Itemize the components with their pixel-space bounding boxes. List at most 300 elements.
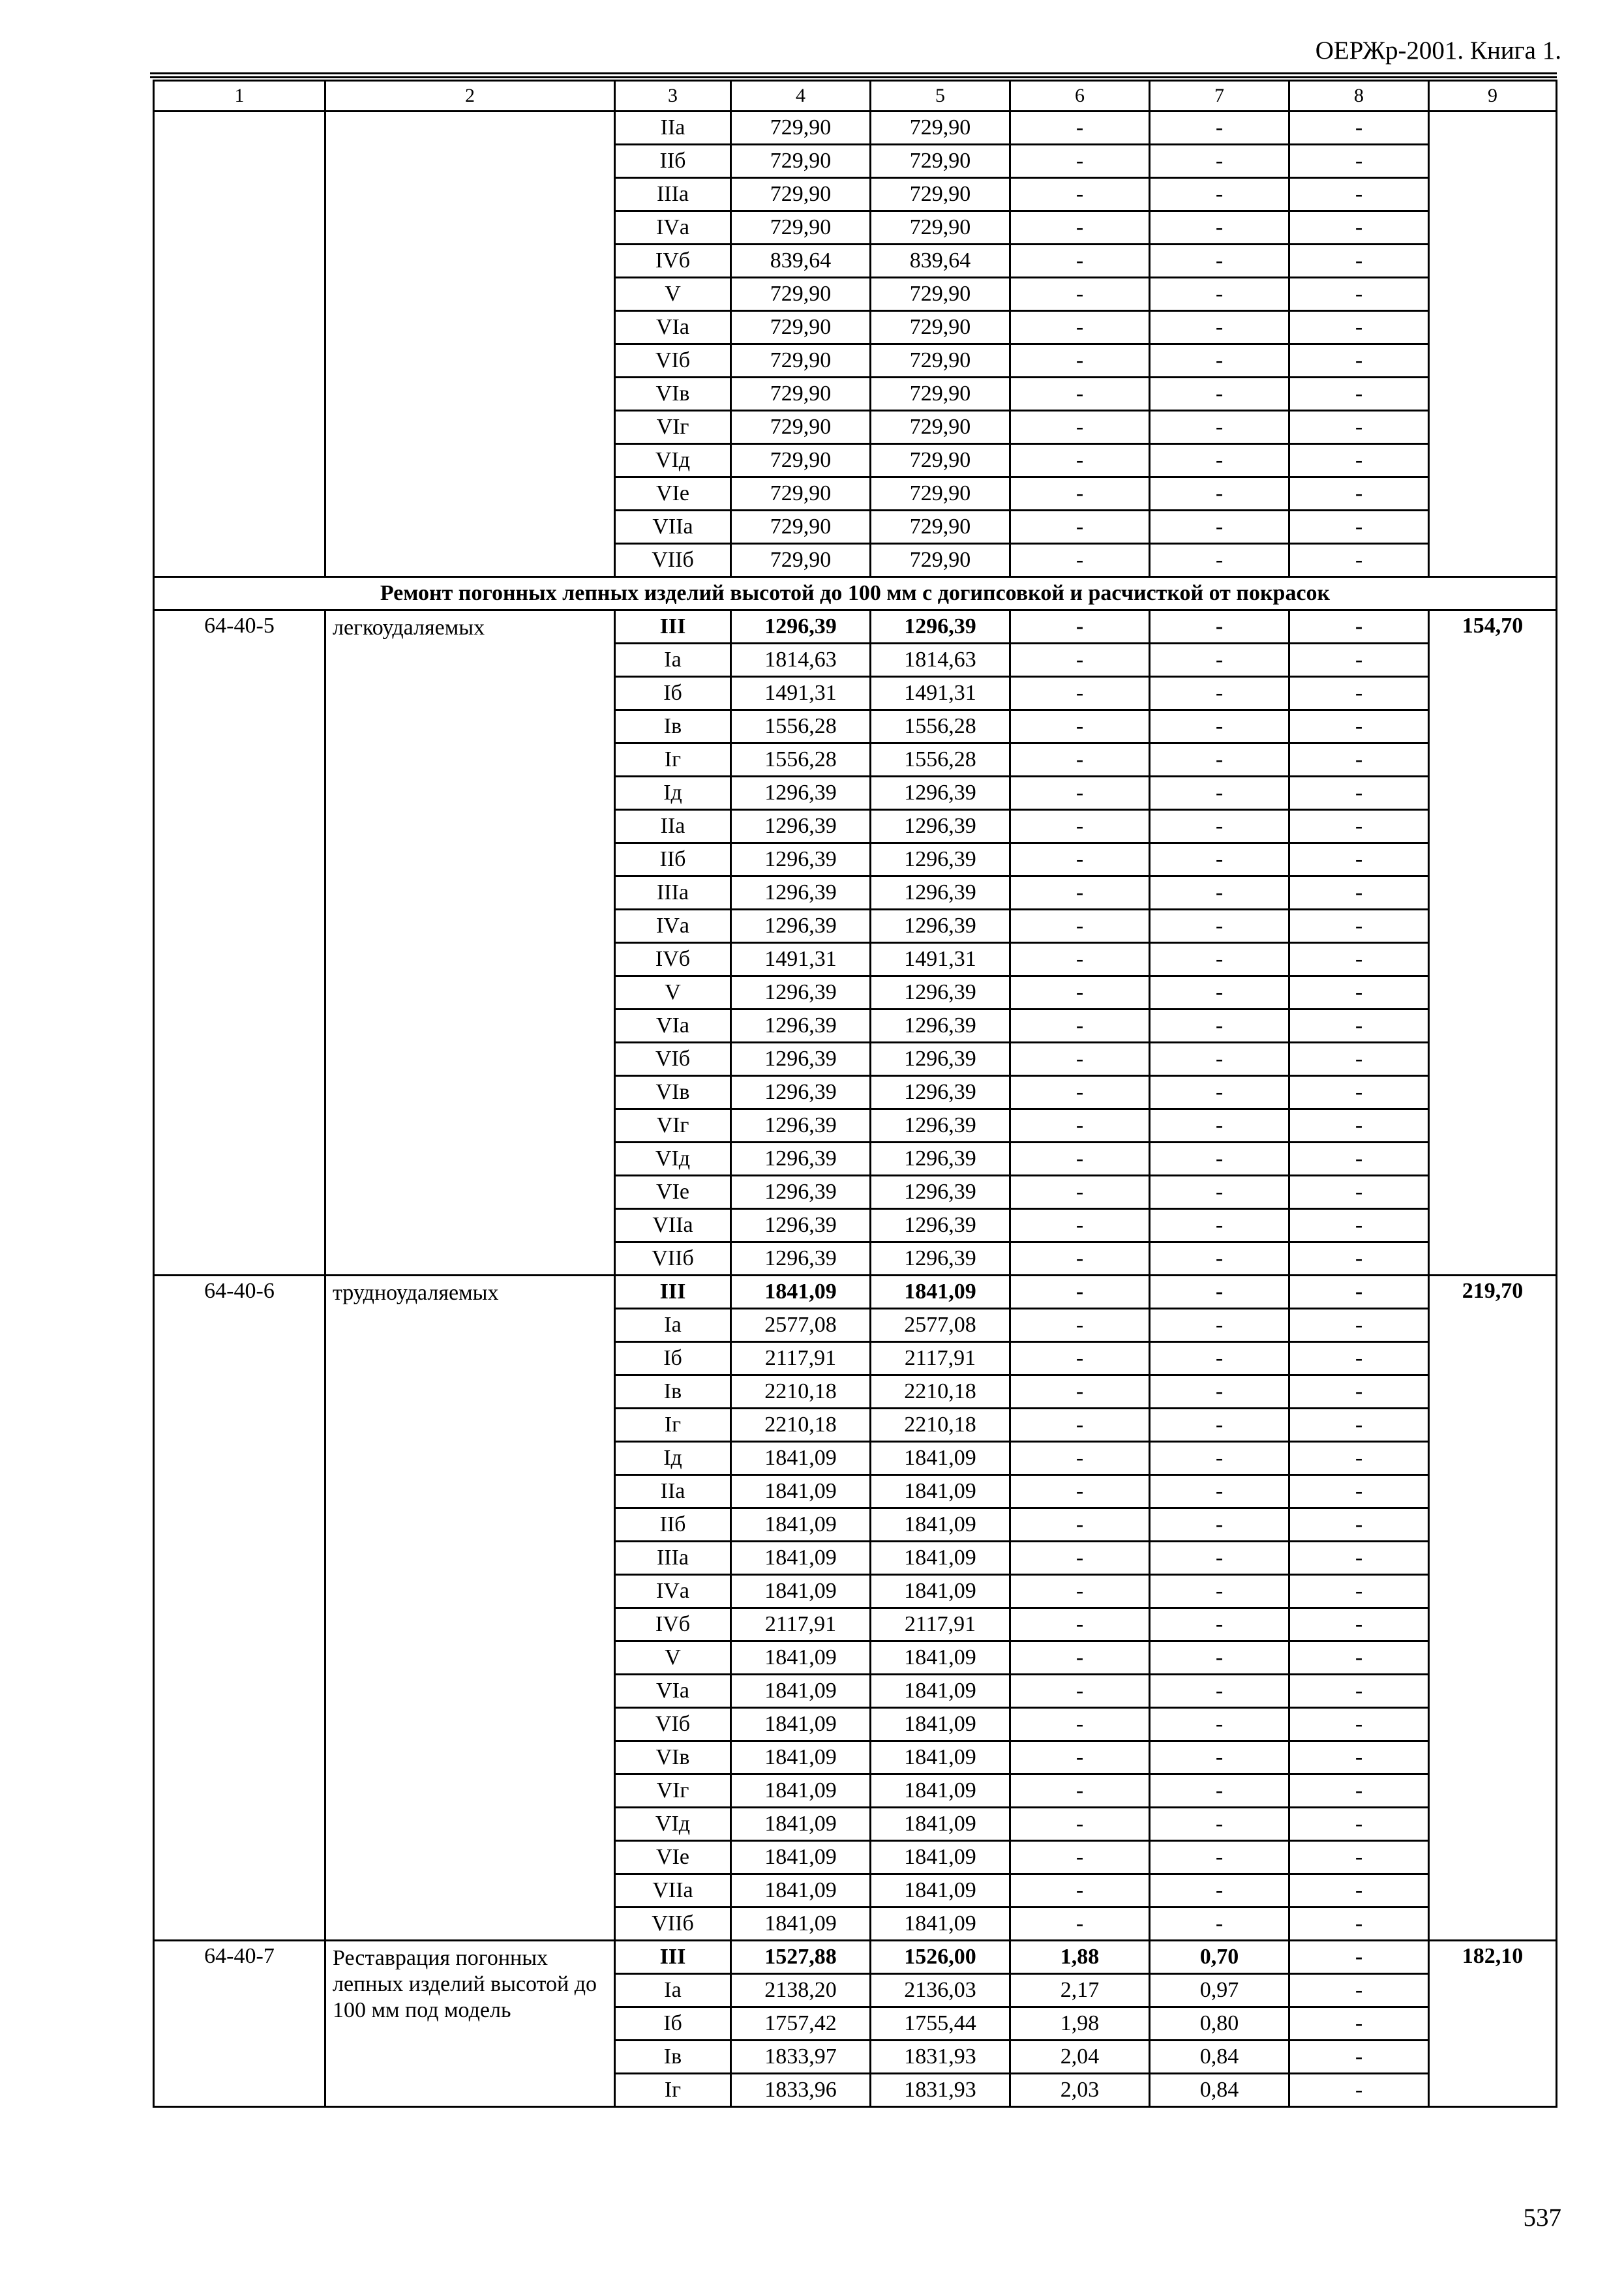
zone-cell: VIг (615, 1109, 731, 1143)
col6-value: - (1010, 477, 1150, 511)
col6-value: - (1010, 1276, 1150, 1309)
col7-value: - (1150, 1375, 1289, 1409)
col6-value: - (1010, 112, 1150, 145)
zone-cell: VIд (615, 1143, 731, 1176)
col8-value: - (1289, 976, 1429, 1010)
col5-value: 1296,39 (871, 1010, 1010, 1043)
col4-value: 1296,39 (731, 876, 871, 910)
col5-value: 1491,31 (871, 943, 1010, 976)
col6-value: - (1010, 1475, 1150, 1508)
col8-value: - (1289, 211, 1429, 245)
col8-value: - (1289, 178, 1429, 211)
col5-value: 1296,39 (871, 910, 1010, 943)
col9-value: 182,10 (1429, 1941, 1557, 2107)
col6-value: - (1010, 677, 1150, 710)
col6-value: - (1010, 1143, 1150, 1176)
col7-value: - (1150, 544, 1289, 577)
col4-value: 1841,09 (731, 1508, 871, 1542)
zone-cell: VIIб (615, 1908, 731, 1941)
col4-value: 839,64 (731, 245, 871, 278)
col8-value: - (1289, 677, 1429, 710)
col4-value: 729,90 (731, 344, 871, 378)
col7-value: - (1150, 1342, 1289, 1375)
col4-value: 729,90 (731, 112, 871, 145)
col5-value: 1841,09 (871, 1575, 1010, 1608)
col4-value: 1841,09 (731, 1475, 871, 1508)
col5-value: 1841,09 (871, 1675, 1010, 1708)
col7-value: - (1150, 810, 1289, 843)
col6-value: - (1010, 411, 1150, 444)
col5-value: 2117,91 (871, 1608, 1010, 1641)
col8-value: - (1289, 145, 1429, 178)
col8-value: - (1289, 1342, 1429, 1375)
col7-value: - (1150, 344, 1289, 378)
col6-value: - (1010, 544, 1150, 577)
col6-value: - (1010, 1841, 1150, 1874)
col5-value: 1296,39 (871, 1209, 1010, 1242)
code-cell: 64-40-7 (154, 1941, 325, 2107)
col4-value: 729,90 (731, 211, 871, 245)
zone-cell: III (615, 1941, 731, 1974)
document-title: ОЕРЖр-2001. Книга 1. (1315, 37, 1561, 65)
column-number: 8 (1289, 81, 1429, 112)
col7-value: - (1150, 910, 1289, 943)
col8-value: - (1289, 1908, 1429, 1941)
col5-value: 1296,39 (871, 1176, 1010, 1209)
col4-value: 729,90 (731, 311, 871, 344)
zone-cell: VIа (615, 1675, 731, 1708)
col8-value: - (1289, 2074, 1429, 2107)
col5-value: 729,90 (871, 311, 1010, 344)
col6-value: - (1010, 511, 1150, 544)
col6-value: - (1010, 1508, 1150, 1542)
col7-value: - (1150, 378, 1289, 411)
col8-value: - (1289, 1841, 1429, 1874)
col8-value: - (1289, 943, 1429, 976)
col8-value: - (1289, 477, 1429, 511)
col6-value: - (1010, 976, 1150, 1010)
col4-value: 2117,91 (731, 1342, 871, 1375)
col5-value: 1841,09 (871, 1708, 1010, 1741)
col5-value: 729,90 (871, 477, 1010, 511)
col4-value: 1556,28 (731, 743, 871, 777)
col7-value: - (1150, 1508, 1289, 1542)
col7-value: - (1150, 211, 1289, 245)
table-row (154, 1276, 1557, 1309)
column-number-row (154, 81, 1557, 112)
column-number: 5 (871, 81, 1010, 112)
col5-value: 729,90 (871, 278, 1010, 311)
col5-value: 1841,09 (871, 1841, 1010, 1874)
zone-cell: VIа (615, 311, 731, 344)
col8-value: - (1289, 743, 1429, 777)
col4-value: 729,90 (731, 444, 871, 477)
zone-cell: Iв (615, 1375, 731, 1409)
col7-value: - (1150, 644, 1289, 677)
col7-value: - (1150, 710, 1289, 743)
col8-value: - (1289, 1309, 1429, 1342)
col4-value: 1841,09 (731, 1575, 871, 1608)
col4-value: 1491,31 (731, 677, 871, 710)
zone-cell: IIа (615, 1475, 731, 1508)
col6-value: - (1010, 876, 1150, 910)
zone-cell: Iа (615, 1309, 731, 1342)
col8-value: - (1289, 1708, 1429, 1741)
col4-value: 1296,39 (731, 1176, 871, 1209)
col6-value: - (1010, 378, 1150, 411)
col8-value: - (1289, 1143, 1429, 1176)
zone-cell: VIа (615, 1010, 731, 1043)
col7-value: - (1150, 1176, 1289, 1209)
zone-cell: Iд (615, 1442, 731, 1475)
col4-value: 1296,39 (731, 1109, 871, 1143)
zone-cell: Iг (615, 1409, 731, 1442)
col7-value: - (1150, 610, 1289, 644)
col6-value: - (1010, 1874, 1150, 1908)
col5-value: 1296,39 (871, 1076, 1010, 1109)
zone-cell: IIб (615, 145, 731, 178)
col7-value: - (1150, 1442, 1289, 1475)
table-row (154, 610, 1557, 644)
zone-cell: Iв (615, 710, 731, 743)
zone-cell: Iа (615, 644, 731, 677)
col7-value: - (1150, 1808, 1289, 1841)
description-cell: легкоудаляемых (325, 610, 615, 1276)
col4-value: 1296,39 (731, 1076, 871, 1109)
col7-value: 0,70 (1150, 1941, 1289, 1974)
col7-value: - (1150, 777, 1289, 810)
zone-cell: III (615, 1276, 731, 1309)
col4-value: 729,90 (731, 178, 871, 211)
col5-value: 1841,09 (871, 1542, 1010, 1575)
col6-value: - (1010, 644, 1150, 677)
col6-value: - (1010, 278, 1150, 311)
col8-value: - (1289, 1542, 1429, 1575)
col4-value: 1841,09 (731, 1908, 871, 1941)
col5-value: 729,90 (871, 544, 1010, 577)
col5-value: 1841,09 (871, 1874, 1010, 1908)
col6-value: 1,98 (1010, 2007, 1150, 2041)
col4-value: 1757,42 (731, 2007, 871, 2041)
zone-cell: IIа (615, 112, 731, 145)
page-number: 537 (1523, 2204, 1561, 2232)
col4-value: 1296,39 (731, 810, 871, 843)
column-number: 1 (154, 81, 325, 112)
col6-value: 2,03 (1010, 2074, 1150, 2107)
col4-value: 1841,09 (731, 1741, 871, 1774)
col7-value: - (1150, 943, 1289, 976)
col5-value: 1814,63 (871, 644, 1010, 677)
col6-value: - (1010, 245, 1150, 278)
zone-cell: III (615, 610, 731, 644)
col7-value: - (1150, 1908, 1289, 1941)
col6-value: - (1010, 1176, 1150, 1209)
col7-value: - (1150, 1874, 1289, 1908)
col8-value: - (1289, 544, 1429, 577)
col8-value: - (1289, 1475, 1429, 1508)
col5-value: 1526,00 (871, 1941, 1010, 1974)
col4-value: 1296,39 (731, 1143, 871, 1176)
col4-value: 1296,39 (731, 610, 871, 644)
col5-value: 1841,09 (871, 1774, 1010, 1808)
col8-value: - (1289, 810, 1429, 843)
col7-value: - (1150, 843, 1289, 876)
column-number: 9 (1429, 81, 1557, 112)
col6-value: - (1010, 777, 1150, 810)
col4-value: 729,90 (731, 411, 871, 444)
col4-value: 2577,08 (731, 1309, 871, 1342)
col5-value: 1296,39 (871, 843, 1010, 876)
col6-value: - (1010, 1675, 1150, 1708)
col8-value: - (1289, 1675, 1429, 1708)
col4-value: 1527,88 (731, 1941, 871, 1974)
rates-table (153, 80, 1557, 2108)
col5-value: 1831,93 (871, 2041, 1010, 2074)
zone-cell: IVа (615, 211, 731, 245)
code-cell: 64-40-6 (154, 1276, 325, 1941)
col5-value: 1841,09 (871, 1276, 1010, 1309)
col4-value: 2117,91 (731, 1608, 871, 1641)
col8-value: - (1289, 1941, 1429, 1974)
col4-value: 1841,09 (731, 1808, 871, 1841)
col7-value: - (1150, 145, 1289, 178)
zone-cell: VIв (615, 1076, 731, 1109)
col6-value: - (1010, 1575, 1150, 1608)
col7-value: - (1150, 1043, 1289, 1076)
description-cell (325, 112, 615, 577)
col7-value: - (1150, 311, 1289, 344)
zone-cell: V (615, 976, 731, 1010)
col7-value: - (1150, 1608, 1289, 1641)
col6-value: - (1010, 1043, 1150, 1076)
col8-value: - (1289, 1741, 1429, 1774)
col6-value: - (1010, 1608, 1150, 1641)
col6-value: - (1010, 1774, 1150, 1808)
col7-value: 0,84 (1150, 2074, 1289, 2107)
code-cell (154, 112, 325, 577)
col8-value: - (1289, 1242, 1429, 1276)
col6-value: - (1010, 1375, 1150, 1409)
col5-value: 1841,09 (871, 1908, 1010, 1941)
col5-value: 2117,91 (871, 1342, 1010, 1375)
zone-cell: V (615, 278, 731, 311)
col7-value: - (1150, 677, 1289, 710)
col8-value: - (1289, 1209, 1429, 1242)
col5-value: 1296,39 (871, 1242, 1010, 1276)
col7-value: - (1150, 1475, 1289, 1508)
zone-cell: VIе (615, 1176, 731, 1209)
zone-cell: VIе (615, 477, 731, 511)
col7-value: - (1150, 411, 1289, 444)
col4-value: 729,90 (731, 278, 871, 311)
col8-value: - (1289, 1442, 1429, 1475)
col8-value: - (1289, 644, 1429, 677)
col4-value: 1296,39 (731, 1209, 871, 1242)
col6-value: - (1010, 145, 1150, 178)
col6-value: - (1010, 311, 1150, 344)
col5-value: 729,90 (871, 444, 1010, 477)
col8-value: - (1289, 1043, 1429, 1076)
col5-value: 1556,28 (871, 743, 1010, 777)
col5-value: 1296,39 (871, 1043, 1010, 1076)
zone-cell: VIб (615, 1708, 731, 1741)
col6-value: - (1010, 743, 1150, 777)
col7-value: - (1150, 1575, 1289, 1608)
col4-value: 2138,20 (731, 1974, 871, 2007)
zone-cell: IIIа (615, 876, 731, 910)
col4-value: 1296,39 (731, 777, 871, 810)
col4-value: 729,90 (731, 378, 871, 411)
col4-value: 1296,39 (731, 1010, 871, 1043)
col7-value: 0,84 (1150, 2041, 1289, 2074)
col8-value: - (1289, 1010, 1429, 1043)
col4-value: 1841,09 (731, 1708, 871, 1741)
zone-cell: Iа (615, 1974, 731, 2007)
col6-value: - (1010, 1309, 1150, 1342)
col6-value: - (1010, 1076, 1150, 1109)
col7-value: - (1150, 1774, 1289, 1808)
col5-value: 1296,39 (871, 876, 1010, 910)
col5-value: 729,90 (871, 145, 1010, 178)
col4-value: 1841,09 (731, 1874, 871, 1908)
col7-value: - (1150, 278, 1289, 311)
col5-value: 729,90 (871, 344, 1010, 378)
zone-cell: V (615, 1641, 731, 1675)
col6-value: 1,88 (1010, 1941, 1150, 1974)
col5-value: 1841,09 (871, 1508, 1010, 1542)
col7-value: - (1150, 477, 1289, 511)
col6-value: - (1010, 710, 1150, 743)
col7-value: - (1150, 511, 1289, 544)
col5-value: 1296,39 (871, 1109, 1010, 1143)
zone-cell: Iв (615, 2041, 731, 2074)
col8-value: - (1289, 1774, 1429, 1808)
col8-value: - (1289, 1276, 1429, 1309)
col5-value: 1831,93 (871, 2074, 1010, 2107)
col4-value: 1296,39 (731, 910, 871, 943)
zone-cell: VIг (615, 1774, 731, 1808)
col6-value: - (1010, 1808, 1150, 1841)
col5-value: 1296,39 (871, 777, 1010, 810)
col5-value: 1755,44 (871, 2007, 1010, 2041)
col4-value: 729,90 (731, 477, 871, 511)
zone-cell: Iд (615, 777, 731, 810)
col9-value: 219,70 (1429, 1276, 1557, 1941)
col6-value: - (1010, 1908, 1150, 1941)
col4-value: 729,90 (731, 145, 871, 178)
column-number: 3 (615, 81, 731, 112)
col6-value: - (1010, 1741, 1150, 1774)
col8-value: - (1289, 311, 1429, 344)
col5-value: 729,90 (871, 178, 1010, 211)
col7-value: - (1150, 743, 1289, 777)
col7-value: - (1150, 1242, 1289, 1276)
col5-value: 1296,39 (871, 610, 1010, 644)
zone-cell: IVб (615, 245, 731, 278)
table-row (154, 112, 1557, 145)
col8-value: - (1289, 843, 1429, 876)
zone-cell: IVа (615, 910, 731, 943)
zone-cell: VIIа (615, 511, 731, 544)
col5-value: 1296,39 (871, 1143, 1010, 1176)
col7-value: - (1150, 1841, 1289, 1874)
section-heading-row (154, 577, 1557, 610)
code-cell: 64-40-5 (154, 610, 325, 1276)
col5-value: 2577,08 (871, 1309, 1010, 1342)
zone-cell: VIIб (615, 544, 731, 577)
col6-value: - (1010, 1641, 1150, 1675)
col5-value: 1296,39 (871, 976, 1010, 1010)
col4-value: 1296,39 (731, 1043, 871, 1076)
zone-cell: Iг (615, 2074, 731, 2107)
zone-cell: IIб (615, 843, 731, 876)
col8-value: - (1289, 2041, 1429, 2074)
col5-value: 729,90 (871, 112, 1010, 145)
col4-value: 1841,09 (731, 1641, 871, 1675)
col6-value: - (1010, 1109, 1150, 1143)
col8-value: - (1289, 1808, 1429, 1841)
description-cell: трудноудаляемых (325, 1276, 615, 1941)
col8-value: - (1289, 876, 1429, 910)
col7-value: - (1150, 444, 1289, 477)
zone-cell: IVб (615, 943, 731, 976)
column-number: 4 (731, 81, 871, 112)
col8-value: - (1289, 1109, 1429, 1143)
col8-value: - (1289, 910, 1429, 943)
col5-value: 2136,03 (871, 1974, 1010, 2007)
rates-table-body (154, 81, 1557, 2107)
col7-value: 0,80 (1150, 2007, 1289, 2041)
col4-value: 1841,09 (731, 1774, 871, 1808)
col5-value: 1556,28 (871, 710, 1010, 743)
col7-value: - (1150, 1076, 1289, 1109)
col6-value: - (1010, 610, 1150, 644)
col8-value: - (1289, 777, 1429, 810)
col4-value: 1296,39 (731, 843, 871, 876)
col4-value: 2210,18 (731, 1375, 871, 1409)
header-rule-top (150, 72, 1557, 74)
col7-value: - (1150, 1542, 1289, 1575)
col8-value: - (1289, 1608, 1429, 1641)
zone-cell: Iб (615, 677, 731, 710)
col8-value: - (1289, 1375, 1429, 1409)
col5-value: 1491,31 (871, 677, 1010, 710)
col4-value: 1556,28 (731, 710, 871, 743)
zone-cell: VIг (615, 411, 731, 444)
col5-value: 1841,09 (871, 1475, 1010, 1508)
zone-cell: VIIа (615, 1209, 731, 1242)
col5-value: 729,90 (871, 378, 1010, 411)
col5-value: 729,90 (871, 211, 1010, 245)
col7-value: - (1150, 1209, 1289, 1242)
zone-cell: Iг (615, 743, 731, 777)
col8-value: - (1289, 610, 1429, 644)
zone-cell: Iб (615, 2007, 731, 2041)
zone-cell: VIв (615, 1741, 731, 1774)
col6-value: - (1010, 1442, 1150, 1475)
table-row (154, 1941, 1557, 1974)
col5-value: 1841,09 (871, 1641, 1010, 1675)
col7-value: - (1150, 1675, 1289, 1708)
col6-value: - (1010, 810, 1150, 843)
zone-cell: IIа (615, 810, 731, 843)
col8-value: - (1289, 1076, 1429, 1109)
col8-value: - (1289, 1508, 1429, 1542)
col4-value: 1296,39 (731, 976, 871, 1010)
col6-value: - (1010, 1542, 1150, 1575)
col4-value: 1841,09 (731, 1542, 871, 1575)
zone-cell: IIIа (615, 1542, 731, 1575)
